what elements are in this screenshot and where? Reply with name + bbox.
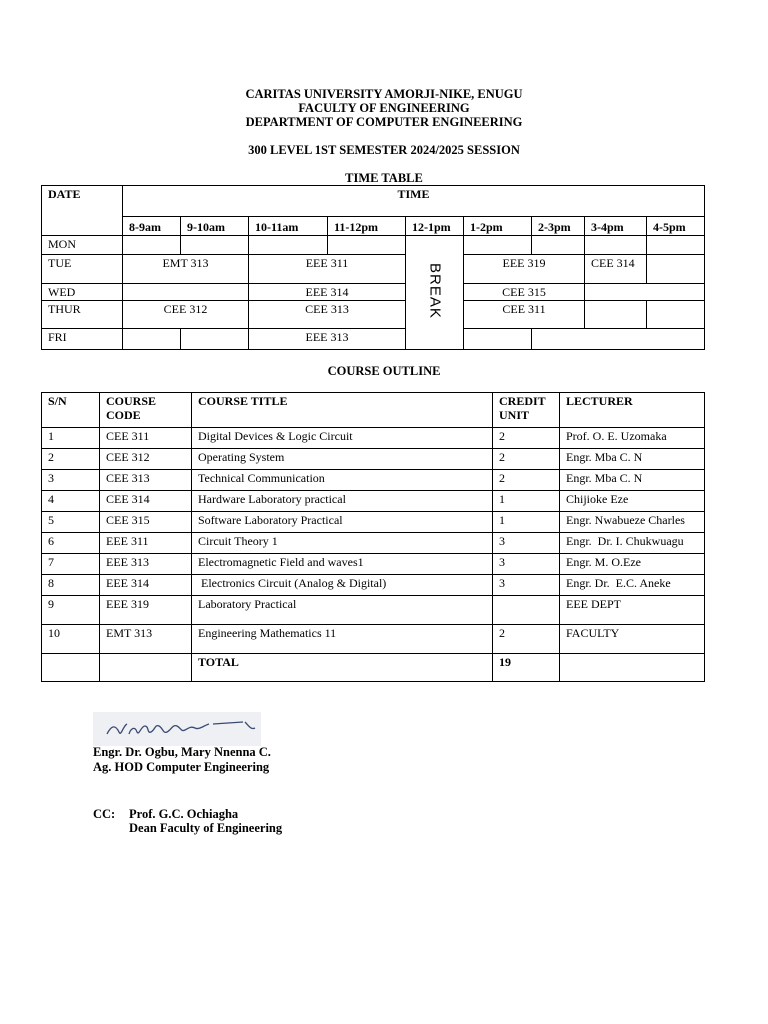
- slot-1-2pm: 1-2pm: [464, 217, 532, 236]
- sn-cell: 8: [42, 575, 100, 596]
- lecturer-cell: Engr. Mba C. N: [560, 470, 705, 491]
- credit-unit-cell: 2: [493, 449, 560, 470]
- course-title-cell: Circuit Theory 1: [192, 533, 493, 554]
- course-code-cell: EMT 313: [100, 625, 192, 654]
- credit-unit-header: CREDIT UNIT: [493, 393, 560, 428]
- table-row: [42, 491, 705, 512]
- thur-course-1: CEE 312: [123, 301, 249, 329]
- lecturer-cell: EEE DEPT: [560, 596, 705, 625]
- course-code-cell: CEE 313: [100, 470, 192, 491]
- lecturer-cell: Engr. Dr. E.C. Aneke: [560, 575, 705, 596]
- table-row: [42, 512, 705, 533]
- tue-course-2: EEE 311: [249, 255, 406, 284]
- slot-9-10am: 9-10am: [181, 217, 249, 236]
- cc-name: Prof. G.C. Ochiagha: [129, 807, 239, 821]
- timetable-title: TIME TABLE: [345, 171, 423, 185]
- sn-cell: 2: [42, 449, 100, 470]
- university-name: CARITAS UNIVERSITY AMORJI-NIKE, ENUGU: [245, 87, 523, 101]
- course-outline-header-row: [42, 393, 705, 428]
- total-row: [42, 654, 705, 682]
- course-code-cell: EEE 319: [100, 596, 192, 625]
- course-title-cell: Electromagnetic Field and waves1: [192, 554, 493, 575]
- lecturer-cell: Engr. M. O.Eze: [560, 554, 705, 575]
- lecturer-cell: Engr. Dr. I. Chukwuagu: [560, 533, 705, 554]
- lecturer-cell: Engr. Mba C. N: [560, 449, 705, 470]
- lecturer-cell: FACULTY: [560, 625, 705, 654]
- day-wed: WED: [42, 284, 123, 301]
- credit-unit-cell: 2: [493, 470, 560, 491]
- wed-course-1: EEE 314: [249, 284, 406, 301]
- course-title-cell: Hardware Laboratory practical: [192, 491, 493, 512]
- credit-unit-cell: [493, 596, 560, 625]
- credit-unit-cell: 1: [493, 512, 560, 533]
- course-code-cell: EEE 313: [100, 554, 192, 575]
- sn-header: S/N: [42, 393, 100, 428]
- course-title-cell: Operating System: [192, 449, 493, 470]
- course-title-cell: Digital Devices & Logic Circuit: [192, 428, 493, 449]
- credit-unit-cell: 3: [493, 575, 560, 596]
- slot-2-3pm: 2-3pm: [532, 217, 585, 236]
- date-header: DATE: [42, 186, 123, 236]
- signature-image: [93, 712, 261, 746]
- day-thur: THUR: [42, 301, 123, 329]
- sn-cell: 6: [42, 533, 100, 554]
- day-fri: FRI: [42, 329, 123, 350]
- cc-role: Dean Faculty of Engineering: [129, 821, 283, 835]
- total-label: TOTAL: [192, 654, 493, 682]
- slot-12-1pm: 12-1pm: [406, 217, 464, 236]
- table-row: [42, 428, 705, 449]
- sn-cell: 1: [42, 428, 100, 449]
- total-value: 19: [493, 654, 560, 682]
- course-code-cell: CEE 315: [100, 512, 192, 533]
- course-title-cell: Electronics Circuit (Analog & Digital): [192, 575, 493, 596]
- lecturer-cell: Prof. O. E. Uzomaka: [560, 428, 705, 449]
- course-title-header: COURSE TITLE: [192, 393, 493, 428]
- table-row: [42, 554, 705, 575]
- wed-course-2: CEE 315: [464, 284, 585, 301]
- lecturer-header: LECTURER: [560, 393, 705, 428]
- credit-unit-cell: 3: [493, 533, 560, 554]
- credit-unit-cell: 2: [493, 428, 560, 449]
- thur-course-2: CEE 313: [249, 301, 406, 329]
- session-title: 300 LEVEL 1ST SEMESTER 2024/2025 SESSION: [248, 143, 520, 157]
- course-outline-title: COURSE OUTLINE: [327, 364, 441, 378]
- lecturer-cell: Chijioke Eze: [560, 491, 705, 512]
- day-mon: MON: [42, 236, 123, 255]
- course-code-cell: EEE 311: [100, 533, 192, 554]
- table-row: [42, 575, 705, 596]
- course-title-cell: Technical Communication: [192, 470, 493, 491]
- table-row: [42, 596, 705, 625]
- course-title-cell: Engineering Mathematics 11: [192, 625, 493, 654]
- lecturer-cell: Engr. Nwabueze Charles: [560, 512, 705, 533]
- course-code-cell: CEE 314: [100, 491, 192, 512]
- fri-course-1: EEE 313: [249, 329, 406, 350]
- sn-cell: 7: [42, 554, 100, 575]
- course-outline-table: [41, 392, 705, 682]
- signatory-name: Engr. Dr. Ogbu, Mary Nnenna C.: [93, 745, 271, 759]
- course-code-cell: CEE 311: [100, 428, 192, 449]
- cc-label: CC:: [93, 807, 116, 821]
- course-code-cell: CEE 312: [100, 449, 192, 470]
- sn-cell: 4: [42, 491, 100, 512]
- slot-11-12pm: 11-12pm: [328, 217, 406, 236]
- timetable: [41, 185, 705, 350]
- credit-unit-cell: 1: [493, 491, 560, 512]
- signatory-role: Ag. HOD Computer Engineering: [93, 760, 270, 774]
- credit-unit-cell: 2: [493, 625, 560, 654]
- break-label: BREAK: [426, 263, 444, 319]
- slot-4-5pm: 4-5pm: [647, 217, 705, 236]
- sn-cell: 10: [42, 625, 100, 654]
- credit-unit-cell: 3: [493, 554, 560, 575]
- tue-course-1: EMT 313: [123, 255, 249, 284]
- course-title-cell: Laboratory Practical: [192, 596, 493, 625]
- break-cell: [406, 236, 464, 350]
- sn-cell: 9: [42, 596, 100, 625]
- day-tue: TUE: [42, 255, 123, 284]
- table-row: [42, 625, 705, 654]
- slot-3-4pm: 3-4pm: [585, 217, 647, 236]
- sn-cell: 3: [42, 470, 100, 491]
- table-row: [42, 449, 705, 470]
- tue-course-3: EEE 319: [464, 255, 585, 284]
- tue-course-4: CEE 314: [585, 255, 647, 284]
- course-title-cell: Software Laboratory Practical: [192, 512, 493, 533]
- table-row: [42, 533, 705, 554]
- slot-8-9am: 8-9am: [123, 217, 181, 236]
- course-code-cell: EEE 314: [100, 575, 192, 596]
- sn-cell: 5: [42, 512, 100, 533]
- course-code-header: COURSE CODE: [100, 393, 192, 428]
- department-name: DEPARTMENT OF COMPUTER ENGINEERING: [245, 115, 523, 129]
- time-header: TIME: [123, 186, 705, 217]
- slot-10-11am: 10-11am: [249, 217, 328, 236]
- thur-course-3: CEE 311: [464, 301, 585, 329]
- faculty-name: FACULTY OF ENGINEERING: [298, 101, 470, 115]
- table-row: [42, 470, 705, 491]
